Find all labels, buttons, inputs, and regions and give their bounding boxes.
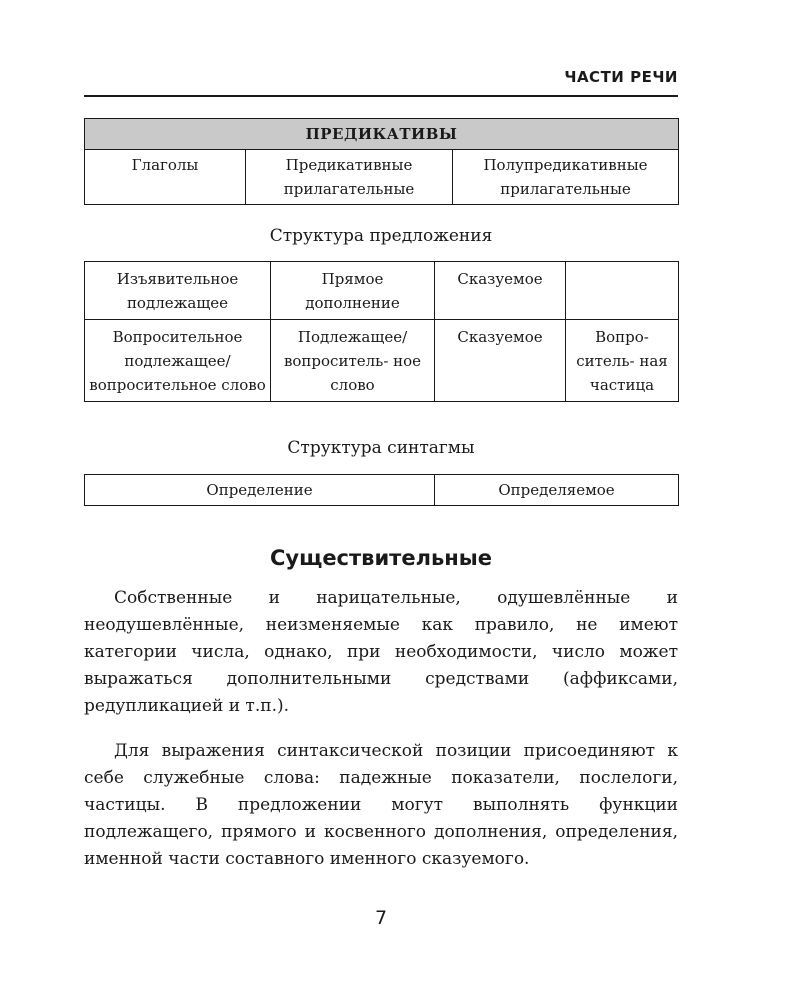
predicatives-table (84, 118, 679, 205)
table-cell: Определение (85, 475, 435, 506)
sentence-structure-table (84, 261, 679, 402)
table-row (85, 475, 679, 506)
table-row (85, 262, 679, 320)
table-cell: Подлежащее/ вопроситель- ное слово (271, 320, 435, 402)
header-divider (84, 95, 678, 97)
table-cell: Вопросительное подлежащее/ вопросительное слово (85, 320, 271, 402)
syntagm-structure-table (84, 474, 679, 506)
table-cell: Определяемое (435, 475, 679, 506)
paragraph: Для выражения синтаксической позиции присоединяют к себе служебные слова: падежные показатели, послелоги, частицы. В предложении могут выполнять функции подлежащего, прямого и косвенного дополнения, определения, именной части составного именного сказуемого. (84, 741, 678, 869)
paragraph: Собственные и нарицательные, одушевлённые и неодушевлённые, неизменяемые как правило, не имеют категории числа, однако, при необходимости, число может выражаться дополнительными средствами (аффиксами, редупликацией и т.п.). (84, 588, 678, 716)
predicatives-table-title: ПРЕДИКАТИВЫ (85, 119, 679, 150)
table-cell: Прямое дополнение (271, 262, 435, 320)
syntagm-structure-caption: Структура синтагмы (287, 438, 475, 458)
table-cell: Глаголы (85, 150, 246, 205)
section-title: Существительные (270, 546, 492, 570)
table-cell: Вопро- ситель- ная частица (566, 320, 679, 402)
sentence-structure-caption: Структура предложения (269, 226, 493, 246)
table-row (85, 320, 679, 402)
running-header: ЧАСТИ РЕЧИ (564, 68, 678, 86)
table-cell: Сказуемое (435, 320, 566, 402)
table-cell: Предикативные прилагательные (246, 150, 453, 205)
table-cell: Полупредикативные прилагательные (453, 150, 679, 205)
table-cell (566, 262, 679, 320)
table-cell: Сказуемое (435, 262, 566, 320)
page-number: 7 (374, 907, 388, 929)
table-cell: Изъявительное подлежащее (85, 262, 271, 320)
